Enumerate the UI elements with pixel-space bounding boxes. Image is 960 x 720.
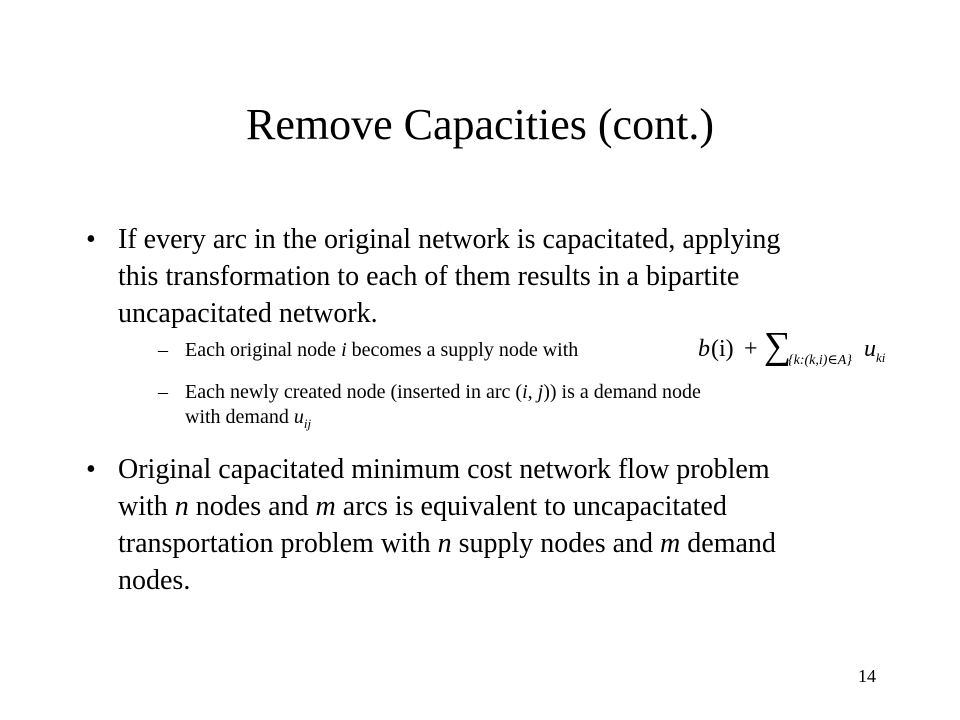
sub-bullet-marker: –: [158, 339, 168, 361]
slide-title: Remove Capacities (cont.): [246, 100, 714, 149]
bullet-line: transportation problem with n supply nodes and m demand: [118, 528, 776, 559]
formula-paren-i: (i): [711, 336, 734, 362]
formula-sum-index: {k:(k,i)∈A}: [788, 353, 852, 368]
bullet-line: this transformation to each of them results in a bipartite: [118, 261, 740, 292]
formula-b: b: [698, 336, 710, 362]
bullet-marker: •: [86, 224, 96, 255]
sub-bullet-text: Each original node i becomes a supply node with: [185, 339, 579, 361]
formula-plus: +: [744, 336, 758, 362]
bullet-line: Original capacitated minimum cost network flow problem: [118, 454, 770, 485]
sub-bullet-line: Each newly created node (inserted in arc (i, j)) is a demand node: [185, 381, 701, 403]
bullet-text: [118, 451, 878, 599]
bullet-marker: •: [86, 454, 96, 485]
bullet-line: uncapacitated network.: [118, 298, 378, 329]
formula-sigma: ∑: [764, 325, 792, 367]
sub-bullet-line: with demand $u_{ij}$: [185, 406, 312, 431]
page-number: 14: [858, 666, 876, 686]
formula-u-sub: ki: [876, 350, 886, 365]
bullet-line: nodes.: [118, 565, 191, 596]
sub-bullet-marker: –: [158, 381, 168, 403]
sub-bullet-text: [185, 380, 701, 436]
bullet-line: If every arc in the original network is capacitated, applying: [118, 224, 781, 255]
bullet-line: with n nodes and m arcs is equivalent to uncapacitated: [118, 491, 727, 522]
formula-u: u: [864, 336, 876, 362]
bullet-text: [118, 221, 878, 332]
